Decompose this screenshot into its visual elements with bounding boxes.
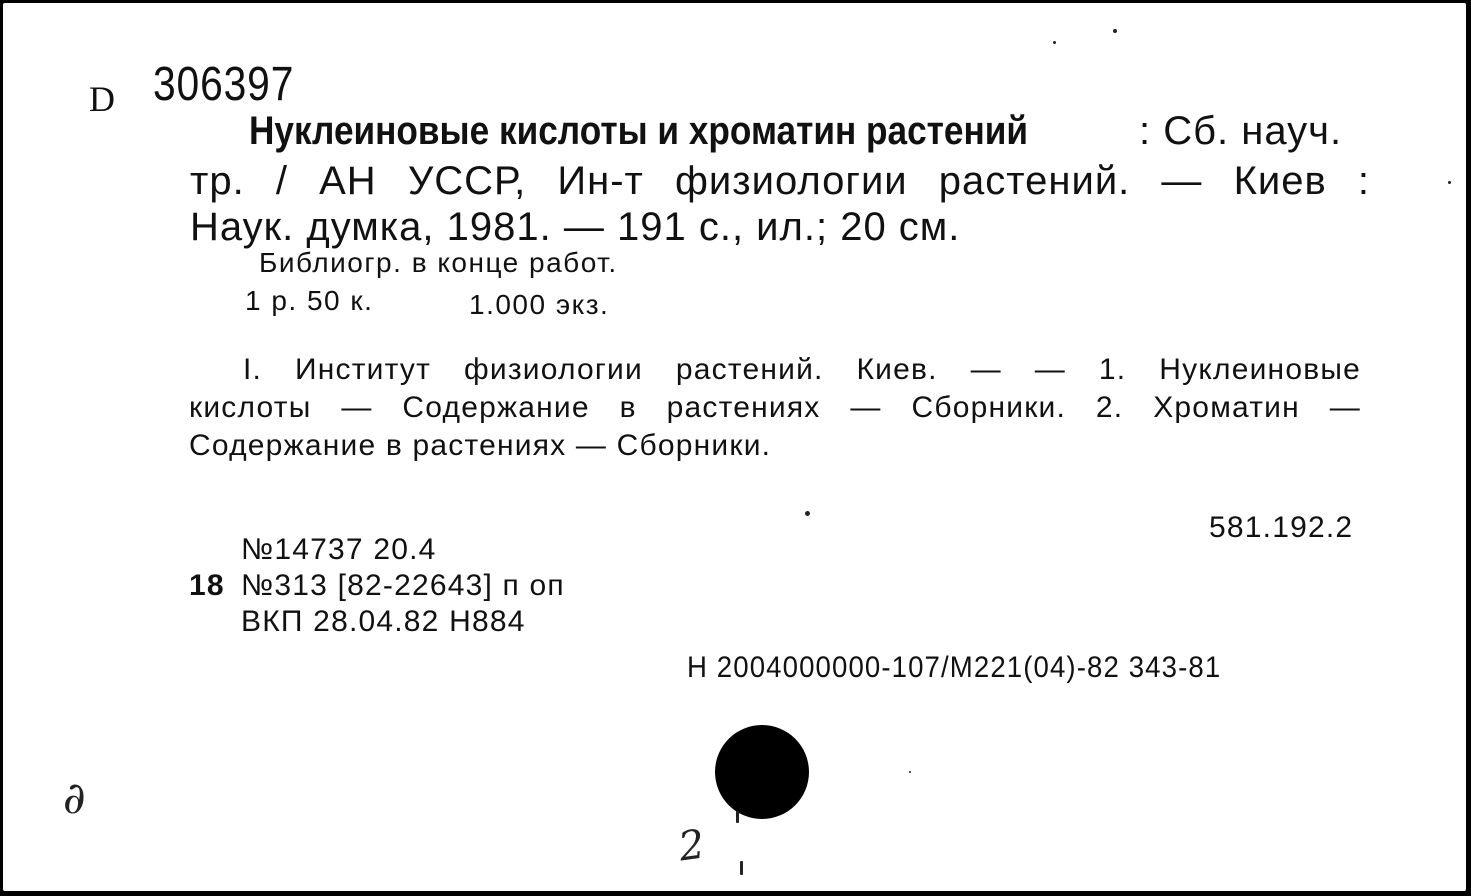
call-prefix: D	[89, 79, 117, 119]
ink-speck	[736, 811, 739, 823]
book-title: Нуклеиновые кислоты и хроматин растений	[249, 109, 1029, 153]
title-line-3: Наук. думка, 1981. — 191 с., ил.; 20 см.	[190, 205, 961, 249]
order-line-1: №14737 20.4	[241, 533, 437, 566]
ink-speck	[1053, 41, 1056, 44]
bibliography-note: Библиогр. в конце работ.	[259, 247, 618, 278]
order-prefix: 18	[189, 569, 225, 602]
ink-speck	[909, 771, 911, 773]
catalog-card	[3, 3, 1466, 891]
copies: 1.000 экз.	[469, 289, 610, 320]
ink-speck	[805, 511, 810, 516]
catalog-code: Н 2004000000-107/М221(04)-82 343-81	[687, 651, 1222, 684]
price: 1 р. 50 к.	[245, 285, 374, 316]
title-subtitle: : Сб. науч.	[1139, 109, 1343, 153]
ink-speck	[740, 861, 743, 875]
punch-hole	[715, 725, 809, 819]
handwritten-mark-bottom: 2	[675, 821, 708, 871]
title-line-1	[249, 109, 1343, 153]
subjects-line-1: I. Институт физиологии растений. Киев. — — 1. Нуклеиновые	[243, 353, 1361, 386]
order-line-3: ВКП 28.04.82 Н884	[241, 605, 526, 638]
title-line-2: тр. / АН УССР, Ин-т физиологии растений. — Киев :	[190, 159, 1370, 203]
subjects-line-2: кислоты — Содержание в растениях — Сборники. 2. Хроматин —	[189, 391, 1361, 424]
call-number: 306397	[153, 58, 295, 111]
order-line-2: №313 [82-22643] п оп	[241, 569, 565, 602]
handwritten-mark-left: ∂	[63, 773, 86, 824]
subjects-line-3: Содержание в растениях — Сборники.	[189, 429, 772, 462]
udc-code: 581.192.2	[1209, 511, 1354, 544]
ink-speck	[1448, 181, 1451, 184]
ink-speck	[1113, 29, 1117, 33]
